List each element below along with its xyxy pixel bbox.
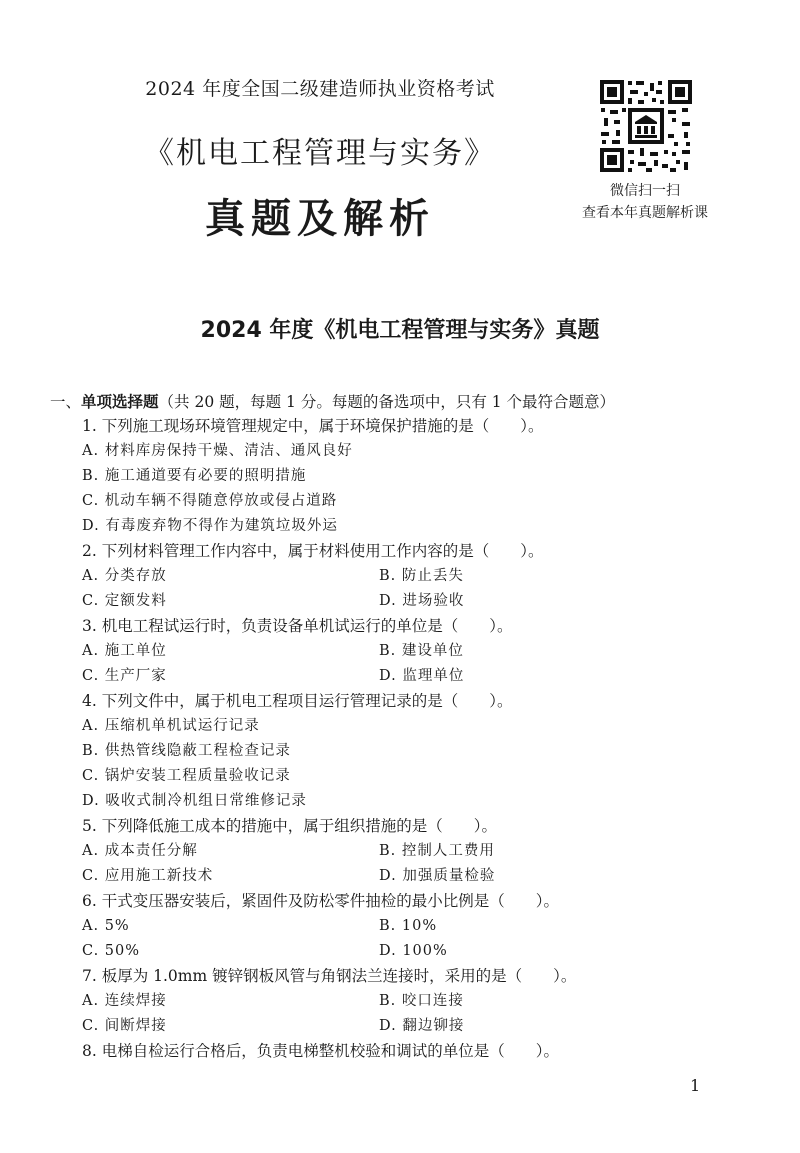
option-d: D. 加强质量检验 — [379, 868, 496, 884]
question-6 — [0, 889, 800, 964]
exam-line: 2024 年度全国二级建造师执业资格考试 — [145, 78, 495, 100]
option-d: D. 100% — [379, 943, 448, 959]
option-c: C. 应用施工新技术 — [82, 868, 214, 884]
part-instructions: （共 20 题，每题 1 分。每题的备选项中，只有 1 个最符合题意） — [158, 393, 616, 411]
question-stem: 4. 下列文件中，属于机电工程项目运行管理记录的是（ ）。 — [82, 692, 513, 710]
option-b: B. 咬口连接 — [379, 993, 464, 1009]
option-list — [0, 439, 800, 539]
question-5 — [0, 814, 800, 889]
subject-title: 《机电工程管理与实务》 — [144, 136, 496, 171]
option-d: D. 翻边铆接 — [379, 1018, 465, 1034]
question-stem: 5. 下列降低施工成本的措施中，属于组织措施的是（ ）。 — [82, 817, 497, 835]
option-b: B. 施工通道要有必要的照明措施 — [82, 468, 307, 484]
option-a: A. 压缩机单机试运行记录 — [82, 718, 260, 734]
question-stem: 2. 下列材料管理工作内容中，属于材料使用工作内容的是（ ）。 — [82, 542, 544, 560]
question-1 — [0, 414, 800, 539]
option-a: A. 材料库房保持干燥、清洁、通风良好 — [82, 443, 353, 459]
question-3 — [0, 614, 800, 689]
question-stem: 7. 板厚为 1.0mm 镀锌钢板风管与角钢法兰连接时，采用的是（ ）。 — [82, 967, 577, 985]
option-a: A. 施工单位 — [82, 643, 167, 659]
option-d: D. 进场验收 — [379, 593, 465, 609]
option-b: B. 控制人工费用 — [379, 843, 495, 859]
option-c: C. 定额发料 — [82, 593, 167, 609]
option-b: B. 防止丢失 — [379, 568, 464, 584]
option-b: B. 10% — [379, 918, 438, 934]
option-d: D. 吸收式制冷机组日常维修记录 — [82, 793, 307, 809]
option-c: C. 生产厂家 — [82, 668, 167, 684]
question-stem: 1. 下列施工现场环境管理规定中，属于环境保护措施的是（ ）。 — [82, 417, 544, 435]
part-heading — [50, 390, 750, 412]
question-stem: 3. 机电工程试运行时，负责设备单机试运行的单位是（ ）。 — [82, 617, 513, 635]
question-2 — [0, 539, 800, 614]
page-number: 1 — [690, 1076, 701, 1095]
option-a: A. 分类存放 — [82, 568, 167, 584]
option-list — [0, 639, 800, 689]
qr-caption-course: 查看本年真题解析课 — [582, 205, 708, 221]
question-stem: 6. 干式变压器安装后，紧固件及防松零件抽检的最小比例是（ ）。 — [82, 892, 559, 910]
main-title: 真题及解析 — [205, 196, 435, 242]
question-8 — [0, 1039, 800, 1064]
option-c: C. 机动车辆不得随意停放或侵占道路 — [82, 493, 338, 509]
option-list — [0, 989, 800, 1039]
question-4 — [0, 689, 800, 814]
option-c: C. 锅炉安装工程质量验收记录 — [82, 768, 291, 784]
option-c: C. 间断焊接 — [82, 1018, 167, 1034]
option-d: D. 有毒废弃物不得作为建筑垃圾外运 — [82, 518, 338, 534]
question-stem: 8. 电梯自检运行合格后，负责电梯整机校验和调试的单位是（ ）。 — [82, 1042, 559, 1060]
option-a: A. 5% — [82, 918, 130, 934]
section-title: 2024 年度《机电工程管理与实务》真题 — [200, 318, 600, 343]
option-list — [0, 914, 800, 964]
question-7 — [0, 964, 800, 1039]
option-list — [0, 564, 800, 614]
part-label: 单项选择题 — [81, 393, 159, 411]
option-list — [0, 839, 800, 889]
option-b: B. 供热管线隐蔽工程检查记录 — [82, 743, 291, 759]
option-a: A. 成本责任分解 — [82, 843, 198, 859]
option-c: C. 50% — [82, 943, 141, 959]
option-d: D. 监理单位 — [379, 668, 465, 684]
qr-code[interactable] — [598, 78, 694, 174]
option-b: B. 建设单位 — [379, 643, 464, 659]
option-list — [0, 714, 800, 814]
option-a: A. 连续焊接 — [82, 993, 167, 1009]
qr-caption-scan: 微信扫一扫 — [610, 183, 680, 199]
question-list — [0, 414, 800, 1064]
part-number: 一、 — [50, 393, 82, 411]
